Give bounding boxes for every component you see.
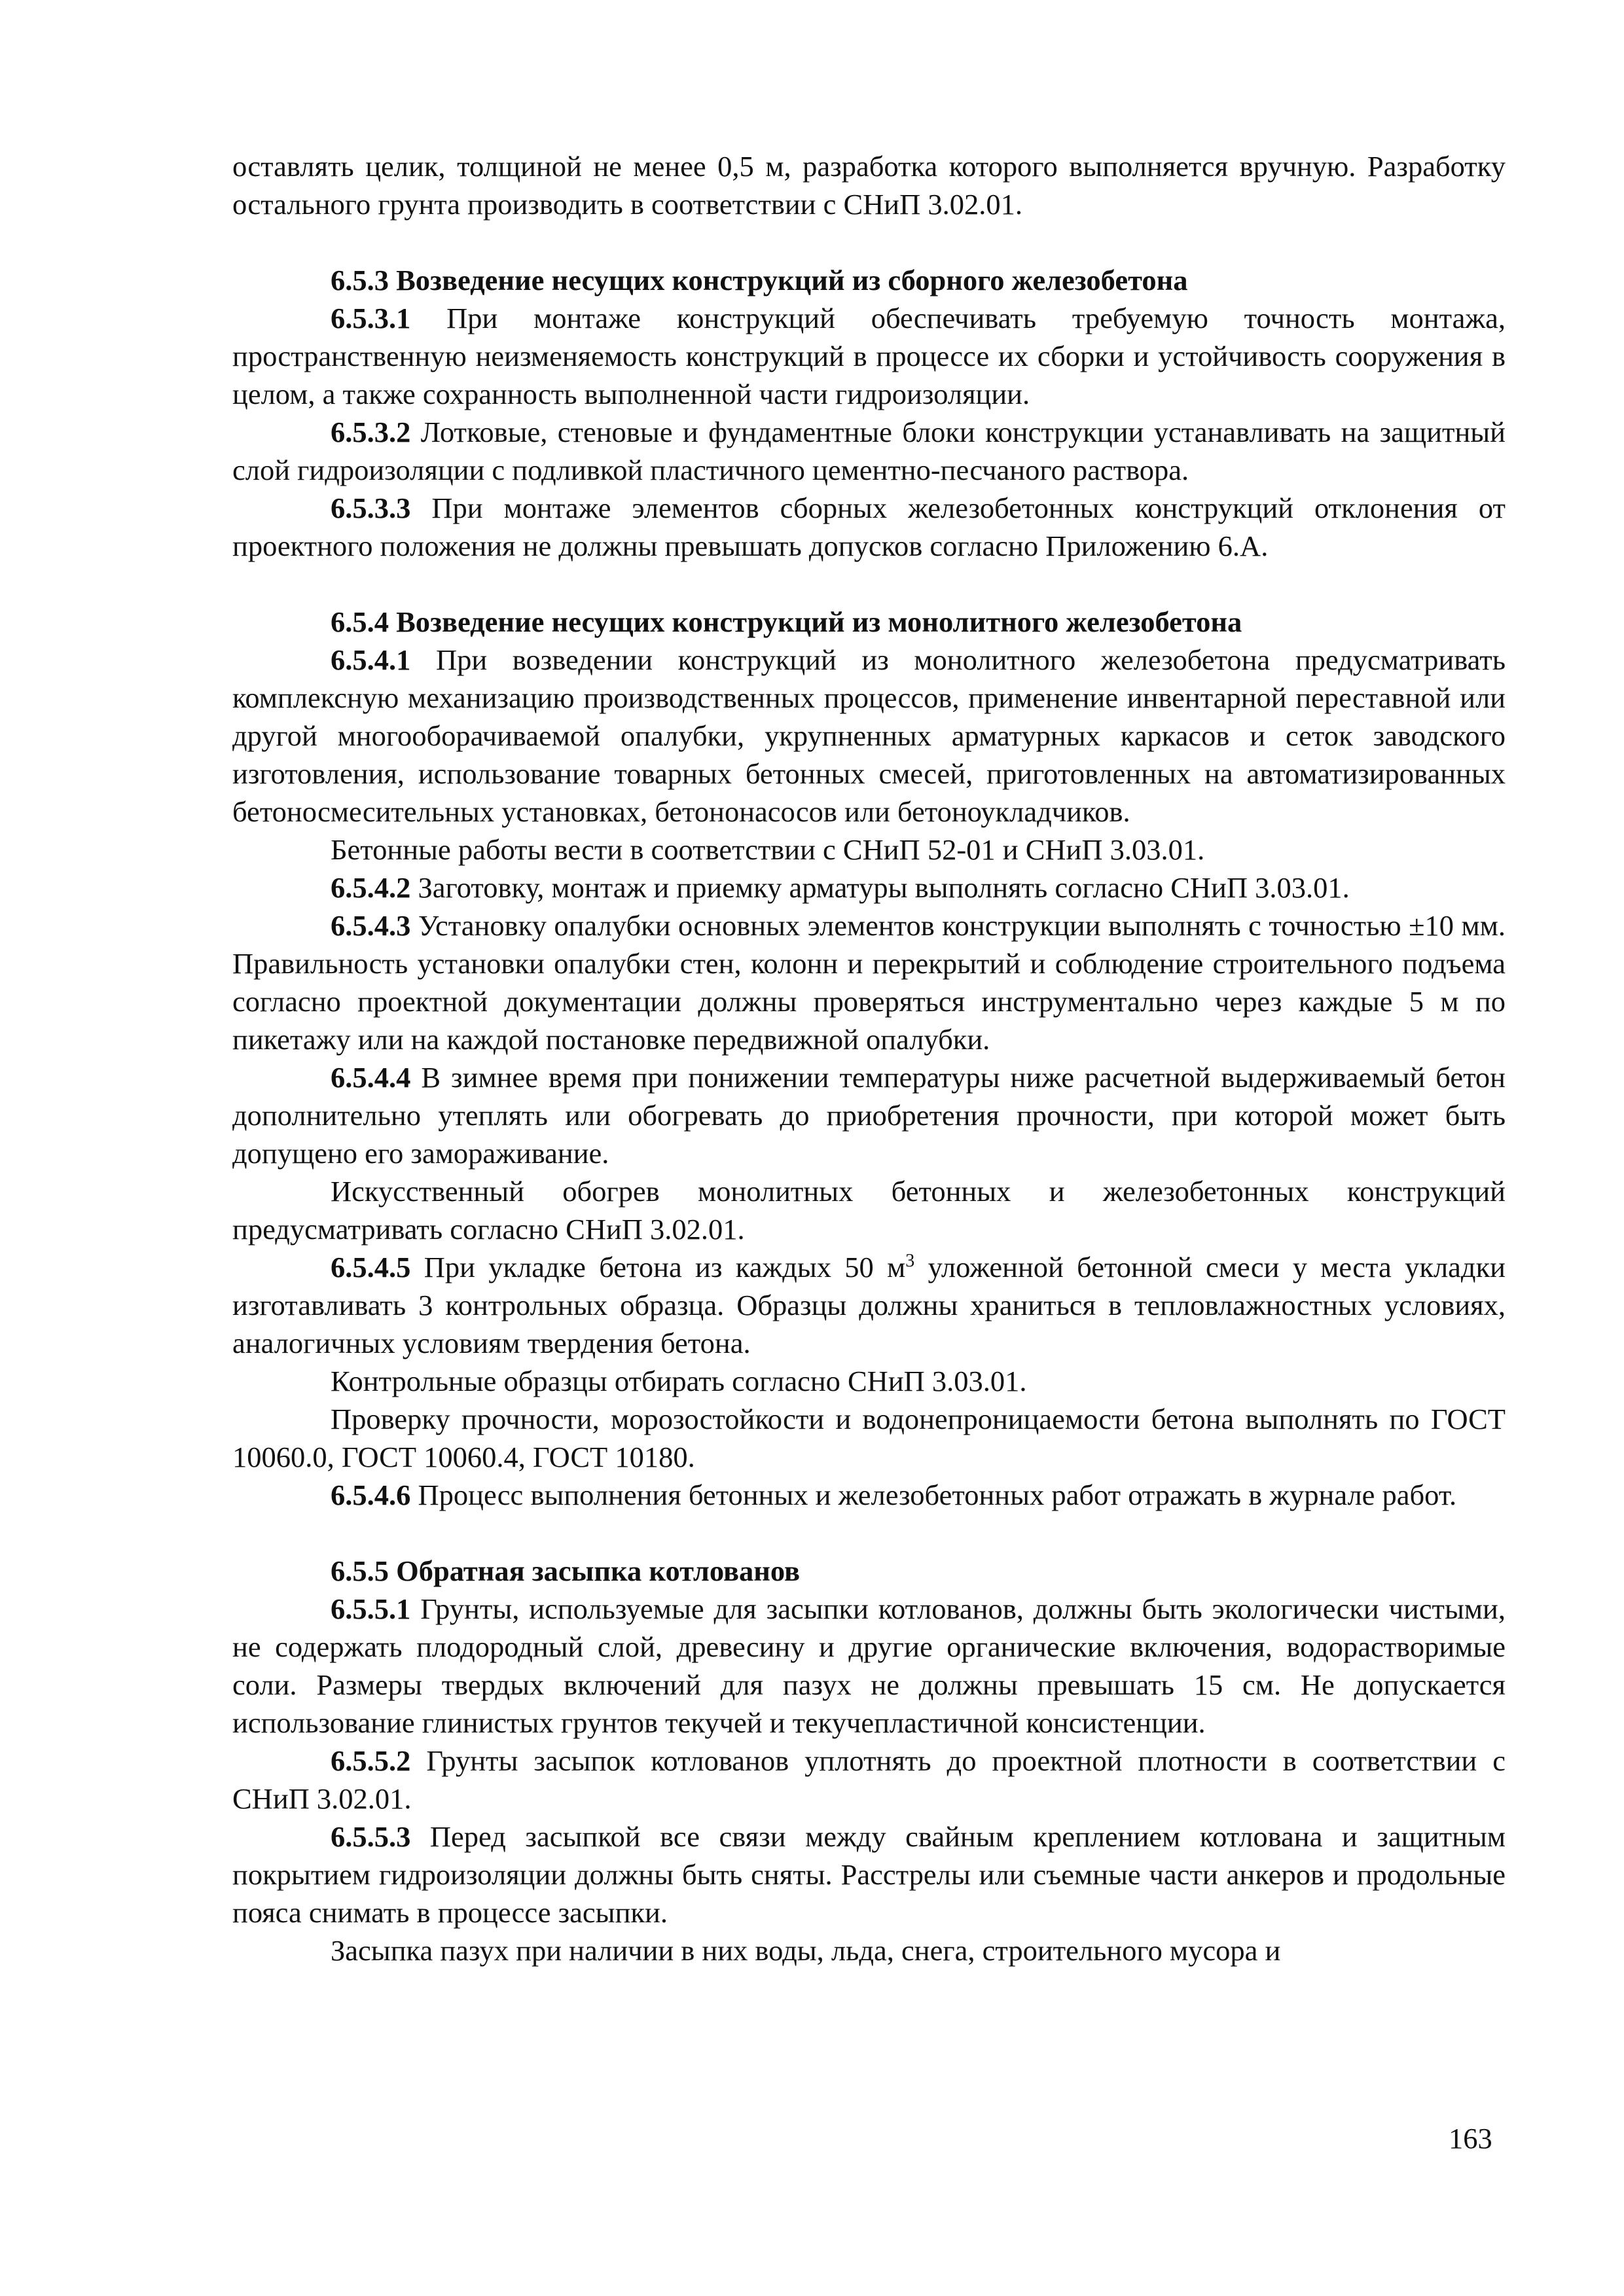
paragraph-backfill-sinuses: Засыпка пазух при наличии в них воды, льда, снега, строительного мусора и bbox=[331, 1934, 1281, 1967]
clause-text: Перед засыпкой все связи между свайным креплением котлована и защитным покрытием гидроизоляции должны быть сняты. Расстрелы или съемные части анкеров и продольные пояса снимать в процессе засыпки. bbox=[232, 1820, 1506, 1929]
paragraph-6-5-4-2 bbox=[232, 869, 1506, 906]
paragraph-strength-check: Проверку прочности, морозостойкости и водонепроницаемости бетона выполнять по ГОСТ 10060.0, ГОСТ 10060.4, ГОСТ 10180. bbox=[232, 1403, 1506, 1473]
clause-number: 6.5.4.5 bbox=[331, 1251, 411, 1283]
clause-text-continued: уложенной бетонной смеси у места укладки изготавливать 3 контрольных образца. Образцы должны храниться в тепловлажностных условиях, аналогичных условиям твердения бетона. bbox=[232, 1251, 1506, 1359]
clause-number: 6.5.5.3 bbox=[331, 1820, 411, 1853]
clause-number: 6.5.4.3 bbox=[331, 909, 411, 942]
clause-text: Грунты засыпок котлованов уплотнять до проектной плотности в соответствии с СНиП 3.02.01. bbox=[232, 1744, 1506, 1815]
clause-text: При укладке бетона из каждых 50 м bbox=[410, 1251, 906, 1283]
clause-number: 6.5.4.6 bbox=[331, 1479, 411, 1511]
clause-number: 6.5.3.3 bbox=[331, 492, 411, 524]
clause-number: 6.5.5.1 bbox=[331, 1592, 411, 1625]
paragraph-6-5-4-1 bbox=[232, 641, 1506, 831]
paragraph-6-5-3-1 bbox=[232, 299, 1506, 413]
clause-text: Процесс выполнения бетонных и железобетонных работ отражать в журнале работ. bbox=[410, 1479, 1457, 1511]
paragraph-6-5-4-3 bbox=[232, 906, 1506, 1058]
clause-text: Заготовку, монтаж и приемку арматуры выполнять согласно СНиП 3.03.01. bbox=[410, 871, 1350, 904]
clause-text: При монтаже элементов сборных железобетонных конструкций отклонения от проектного положения не должны превышать допусков согласно Приложению 6.А. bbox=[232, 492, 1506, 562]
clause-number: 6.5.4.1 bbox=[331, 643, 411, 676]
paragraph-concrete-works: Бетонные работы вести в соответствии с СНиП 52-01 и СНиП 3.03.01. bbox=[331, 833, 1205, 866]
paragraph-6-5-3-3 bbox=[232, 489, 1506, 565]
paragraph-6-5-5-3 bbox=[232, 1818, 1506, 1931]
paragraph-6-5-4-6 bbox=[232, 1476, 1506, 1514]
section-heading-6-5-5: 6.5.5 Обратная засыпка котлованов bbox=[331, 1554, 801, 1587]
section-heading-6-5-4: 6.5.4 Возведение несущих конструкций из монолитного железобетона bbox=[331, 605, 1242, 638]
paragraph-6-5-5-1 bbox=[232, 1590, 1506, 1742]
clause-number: 6.5.4.4 bbox=[331, 1061, 411, 1094]
clause-text: Установку опалубки основных элементов конструкции выполнять с точностью ±10 мм. Правильность установки опалубки стен, колонн и перекрытий и соблюдение строительного подъема согласно проектной документации должны проверяться инструментально через каждые 5 м по пикетажу или на каждой постановке передвижной опалубки. bbox=[232, 909, 1506, 1056]
paragraph-6-5-5-2 bbox=[232, 1742, 1506, 1818]
clause-text: В зимнее время при понижении температуры ниже расчетной выдерживаемый бетон дополнительно утеплять или обогревать до приобретения прочности, при которой может быть допущено его замораживание. bbox=[232, 1061, 1506, 1170]
intro-paragraph: оставлять целик, толщиной не менее 0,5 м, разработка которого выполняется вручную. Разработку остального грунта производить в соответствии с СНиП 3.02.01. bbox=[232, 150, 1506, 221]
clause-number: 6.5.5.2 bbox=[331, 1744, 411, 1777]
clause-text: Грунты, используемые для засыпки котлованов, должны быть экологически чистыми, не содержать плодородный слой, древесину и другие органические включения, водорастворимые соли. Размеры твердых включений для пазух не должны превышать 15 см. Не допускается использование глинистых грунтов текучей и текучепластичной консистенции. bbox=[232, 1592, 1506, 1739]
clause-text: Лотковые, стеновые и фундаментные блоки конструкции устанавливать на защитный слой гидроизоляции с подливкой пластичного цементно-песчаного раствора. bbox=[232, 416, 1506, 486]
superscript: 3 bbox=[905, 1251, 915, 1272]
page-number: 163 bbox=[1449, 2122, 1492, 2155]
clause-number: 6.5.4.2 bbox=[331, 871, 411, 904]
paragraph-6-5-3-2 bbox=[232, 413, 1506, 489]
paragraph-6-5-4-5 bbox=[232, 1248, 1506, 1362]
section-heading-6-5-3: 6.5.3 Возведение несущих конструкций из сборного железобетона bbox=[331, 264, 1188, 296]
clause-text: При монтаже конструкций обеспечивать требуемую точность монтажа, пространственную неизменяемость конструкций в процессе их сборки и устойчивость сооружения в целом, а также сохранность выполненной части гидроизоляции. bbox=[232, 302, 1506, 410]
clause-text: При возведении конструкций из монолитного железобетона предусматривать комплексную механизацию производственных процессов, применение инвентарной переставной или другой многооборачиваемой опалубки, укрупненных арматурных каркасов и сеток заводского изготовления, использование товарных бетонных смесей, приготовленных на автоматизированных бетоносмесительных установках, бетононасосов или бетоноукладчиков. bbox=[232, 643, 1506, 828]
document-page bbox=[232, 147, 1506, 1969]
paragraph-6-5-4-4 bbox=[232, 1058, 1506, 1172]
paragraph-artificial-heating: Искусственный обогрев монолитных бетонных и железобетонных конструкций предусматривать согласно СНиП 3.02.01. bbox=[232, 1175, 1506, 1246]
clause-number: 6.5.3.2 bbox=[331, 416, 411, 448]
clause-number: 6.5.3.1 bbox=[331, 302, 411, 334]
paragraph-control-samples: Контрольные образцы отбирать согласно СНиП 3.03.01. bbox=[331, 1365, 1027, 1397]
